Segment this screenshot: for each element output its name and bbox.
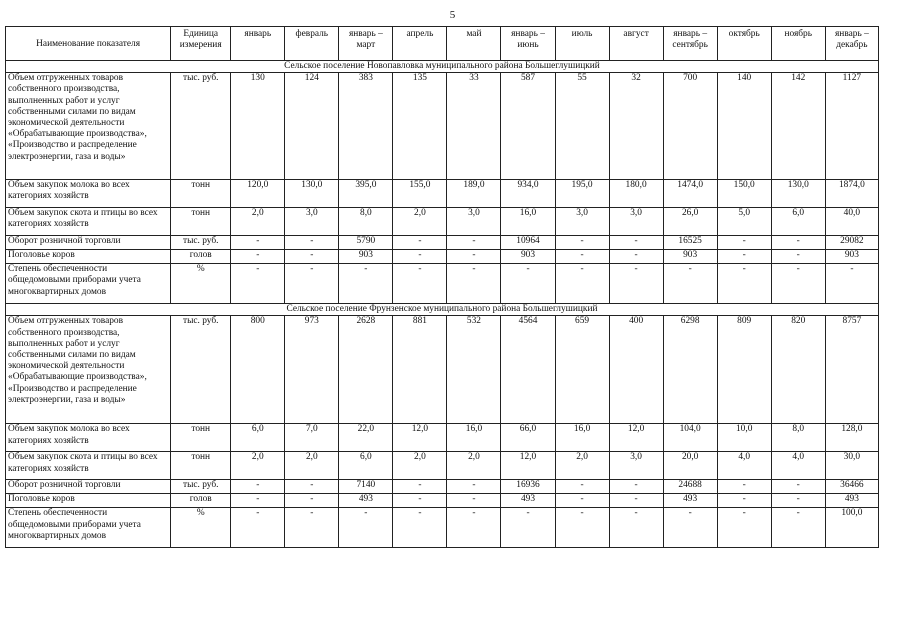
value-cell: 16936 [501, 480, 555, 494]
value-cell: 16,0 [501, 208, 555, 236]
value-cell: - [555, 250, 609, 264]
value-cell: 12,0 [393, 424, 447, 452]
unit-cell: тыс. руб. [171, 316, 231, 424]
header-month: январь – сентябрь [663, 27, 717, 61]
header-month: август [609, 27, 663, 61]
value-cell: 6,0 [771, 208, 825, 236]
value-cell: - [447, 508, 501, 548]
value-cell: 33 [447, 73, 501, 180]
value-cell: - [825, 264, 878, 304]
table-row [6, 494, 879, 508]
indicator-name: Степень обеспеченности общедомовыми приборами учета многоквартирных домов [6, 264, 171, 304]
table-row [6, 508, 879, 548]
value-cell: - [717, 480, 771, 494]
indicator-name: Оборот розничной торговли [6, 236, 171, 250]
value-cell: 3,0 [285, 208, 339, 236]
header-month: апрель [393, 27, 447, 61]
value-cell: - [555, 480, 609, 494]
value-cell: - [555, 236, 609, 250]
value-cell: 26,0 [663, 208, 717, 236]
value-cell: 493 [501, 494, 555, 508]
value-cell: 881 [393, 316, 447, 424]
value-cell: 2,0 [285, 452, 339, 480]
value-cell: 5,0 [717, 208, 771, 236]
value-cell: 700 [663, 73, 717, 180]
value-cell: 20,0 [663, 452, 717, 480]
value-cell: - [609, 250, 663, 264]
indicator-name: Объем отгруженных товаров собственного производства, выполненных работ и услуг собственными силами по видам экономической деятельности «Обрабатывающие производства», «Производство и распределение электроэнергии, газа и воды» [6, 316, 171, 424]
indicator-name: Поголовье коров [6, 494, 171, 508]
value-cell: - [285, 264, 339, 304]
value-cell: - [393, 264, 447, 304]
indicator-name: Оборот розничной торговли [6, 480, 171, 494]
value-cell: 2,0 [447, 452, 501, 480]
value-cell: 29082 [825, 236, 878, 250]
value-cell: 7140 [339, 480, 393, 494]
value-cell: 40,0 [825, 208, 878, 236]
value-cell: - [285, 236, 339, 250]
table-row [6, 73, 879, 180]
unit-cell: тонн [171, 452, 231, 480]
table-row [6, 180, 879, 208]
value-cell: - [393, 508, 447, 548]
value-cell: - [447, 236, 501, 250]
value-cell: 493 [663, 494, 717, 508]
page-number: 5 [449, 9, 456, 21]
value-cell: - [717, 250, 771, 264]
indicators-table [5, 26, 879, 548]
value-cell: 10,0 [717, 424, 771, 452]
indicator-name: Поголовье коров [6, 250, 171, 264]
value-cell: - [609, 494, 663, 508]
table-row [6, 250, 879, 264]
value-cell: 3,0 [609, 452, 663, 480]
value-cell: - [231, 264, 285, 304]
value-cell: 140 [717, 73, 771, 180]
value-cell: 100,0 [825, 508, 878, 548]
value-cell: - [771, 264, 825, 304]
value-cell: 1127 [825, 73, 878, 180]
table-row [6, 208, 879, 236]
value-cell: - [231, 236, 285, 250]
header-month: январь – июнь [501, 27, 555, 61]
value-cell: 8757 [825, 316, 878, 424]
value-cell: 6,0 [231, 424, 285, 452]
unit-cell: % [171, 264, 231, 304]
header-row [6, 27, 879, 61]
table-row [6, 316, 879, 424]
value-cell: 16,0 [555, 424, 609, 452]
value-cell: - [771, 494, 825, 508]
value-cell: - [447, 480, 501, 494]
value-cell: 104,0 [663, 424, 717, 452]
value-cell: 189,0 [447, 180, 501, 208]
value-cell: - [717, 494, 771, 508]
indicator-name: Объем отгруженных товаров собственного производства, выполненных работ и услуг собственными силами по видам экономической деятельности «Обрабатывающие производства», «Производство и распределение электроэнергии, газа и воды» [6, 73, 171, 180]
unit-cell: голов [171, 250, 231, 264]
value-cell: - [447, 250, 501, 264]
value-cell: 8,0 [771, 424, 825, 452]
value-cell: 2,0 [393, 208, 447, 236]
table-row [6, 236, 879, 250]
indicator-name: Степень обеспеченности общедомовыми приборами учета многоквартирных домов [6, 508, 171, 548]
value-cell: 4564 [501, 316, 555, 424]
value-cell: 8,0 [339, 208, 393, 236]
value-cell: 5790 [339, 236, 393, 250]
value-cell: - [231, 494, 285, 508]
value-cell: - [555, 494, 609, 508]
value-cell: 6298 [663, 316, 717, 424]
header-month: январь [231, 27, 285, 61]
value-cell: - [609, 236, 663, 250]
value-cell: 36466 [825, 480, 878, 494]
table-row [6, 264, 879, 304]
value-cell: - [555, 508, 609, 548]
value-cell: 395,0 [339, 180, 393, 208]
header-month: май [447, 27, 501, 61]
value-cell: - [447, 494, 501, 508]
value-cell: 22,0 [339, 424, 393, 452]
value-cell: - [609, 264, 663, 304]
indicator-name: Объем закупок скота и птицы во всех категориях хозяйств [6, 208, 171, 236]
section-header-row [6, 61, 879, 73]
indicator-name: Объем закупок скота и птицы во всех категориях хозяйств [6, 452, 171, 480]
value-cell: 659 [555, 316, 609, 424]
value-cell: - [717, 508, 771, 548]
section-title: Сельское поселение Фрунзенское муниципального района Большеглушицкий [6, 304, 879, 316]
unit-cell: голов [171, 494, 231, 508]
section-title: Сельское поселение Новопавловка муниципального района Большеглушицкий [6, 61, 879, 73]
value-cell: 130,0 [771, 180, 825, 208]
value-cell: - [501, 264, 555, 304]
value-cell: 383 [339, 73, 393, 180]
value-cell: - [771, 480, 825, 494]
value-cell: 120,0 [231, 180, 285, 208]
value-cell: 10964 [501, 236, 555, 250]
table-row [6, 452, 879, 480]
value-cell: 135 [393, 73, 447, 180]
unit-cell: тонн [171, 208, 231, 236]
header-month: февраль [285, 27, 339, 61]
value-cell: 903 [501, 250, 555, 264]
value-cell: - [393, 480, 447, 494]
value-cell: - [555, 264, 609, 304]
header-name: Наименование показателя [6, 27, 171, 61]
value-cell: - [663, 264, 717, 304]
value-cell: - [501, 508, 555, 548]
value-cell: 3,0 [609, 208, 663, 236]
value-cell: 142 [771, 73, 825, 180]
value-cell: 903 [339, 250, 393, 264]
value-cell: 55 [555, 73, 609, 180]
value-cell: 128,0 [825, 424, 878, 452]
header-month: январь – март [339, 27, 393, 61]
table-row [6, 480, 879, 494]
value-cell: 12,0 [609, 424, 663, 452]
value-cell: - [231, 480, 285, 494]
value-cell: - [771, 250, 825, 264]
value-cell: 809 [717, 316, 771, 424]
unit-cell: тонн [171, 424, 231, 452]
value-cell: 124 [285, 73, 339, 180]
value-cell: 1474,0 [663, 180, 717, 208]
value-cell: - [609, 508, 663, 548]
value-cell: 800 [231, 316, 285, 424]
value-cell: 150,0 [717, 180, 771, 208]
value-cell: 130,0 [285, 180, 339, 208]
value-cell: 903 [663, 250, 717, 264]
value-cell: 130 [231, 73, 285, 180]
unit-cell: тыс. руб. [171, 236, 231, 250]
value-cell: 4,0 [717, 452, 771, 480]
value-cell: 1874,0 [825, 180, 878, 208]
value-cell: - [231, 250, 285, 264]
value-cell: - [717, 264, 771, 304]
table-header [6, 27, 879, 61]
value-cell: 4,0 [771, 452, 825, 480]
value-cell: 973 [285, 316, 339, 424]
value-cell: - [393, 494, 447, 508]
value-cell: 3,0 [555, 208, 609, 236]
table-body [6, 61, 879, 548]
indicator-name: Объем закупок молока во всех категориях хозяйств [6, 180, 171, 208]
value-cell: - [285, 508, 339, 548]
value-cell: 66,0 [501, 424, 555, 452]
value-cell: 2,0 [231, 208, 285, 236]
value-cell: 12,0 [501, 452, 555, 480]
value-cell: - [393, 236, 447, 250]
header-month: октябрь [717, 27, 771, 61]
value-cell: - [285, 494, 339, 508]
value-cell: - [771, 236, 825, 250]
value-cell: 195,0 [555, 180, 609, 208]
value-cell: - [339, 508, 393, 548]
value-cell: - [231, 508, 285, 548]
value-cell: 180,0 [609, 180, 663, 208]
value-cell: - [447, 264, 501, 304]
value-cell: 532 [447, 316, 501, 424]
value-cell: - [339, 264, 393, 304]
value-cell: - [771, 508, 825, 548]
value-cell: 7,0 [285, 424, 339, 452]
section-header-row [6, 304, 879, 316]
value-cell: 2,0 [393, 452, 447, 480]
value-cell: 2,0 [231, 452, 285, 480]
value-cell: - [717, 236, 771, 250]
value-cell: 2,0 [555, 452, 609, 480]
value-cell: 400 [609, 316, 663, 424]
value-cell: 16,0 [447, 424, 501, 452]
value-cell: 155,0 [393, 180, 447, 208]
value-cell: 24688 [663, 480, 717, 494]
header-month: январь – декабрь [825, 27, 878, 61]
unit-cell: тыс. руб. [171, 73, 231, 180]
value-cell: 934,0 [501, 180, 555, 208]
value-cell: 16525 [663, 236, 717, 250]
indicator-name: Объем закупок молока во всех категориях хозяйств [6, 424, 171, 452]
header-unit: Единица измерения [171, 27, 231, 61]
value-cell: - [285, 250, 339, 264]
value-cell: 493 [339, 494, 393, 508]
unit-cell: тыс. руб. [171, 480, 231, 494]
value-cell: 493 [825, 494, 878, 508]
value-cell: 903 [825, 250, 878, 264]
value-cell: - [663, 508, 717, 548]
value-cell: 6,0 [339, 452, 393, 480]
value-cell: 2628 [339, 316, 393, 424]
value-cell: 32 [609, 73, 663, 180]
value-cell: - [609, 480, 663, 494]
table-row [6, 424, 879, 452]
value-cell: 3,0 [447, 208, 501, 236]
value-cell: 30,0 [825, 452, 878, 480]
header-month: июль [555, 27, 609, 61]
unit-cell: % [171, 508, 231, 548]
header-month: ноябрь [771, 27, 825, 61]
unit-cell: тонн [171, 180, 231, 208]
value-cell: 587 [501, 73, 555, 180]
value-cell: 820 [771, 316, 825, 424]
value-cell: - [285, 480, 339, 494]
value-cell: - [393, 250, 447, 264]
